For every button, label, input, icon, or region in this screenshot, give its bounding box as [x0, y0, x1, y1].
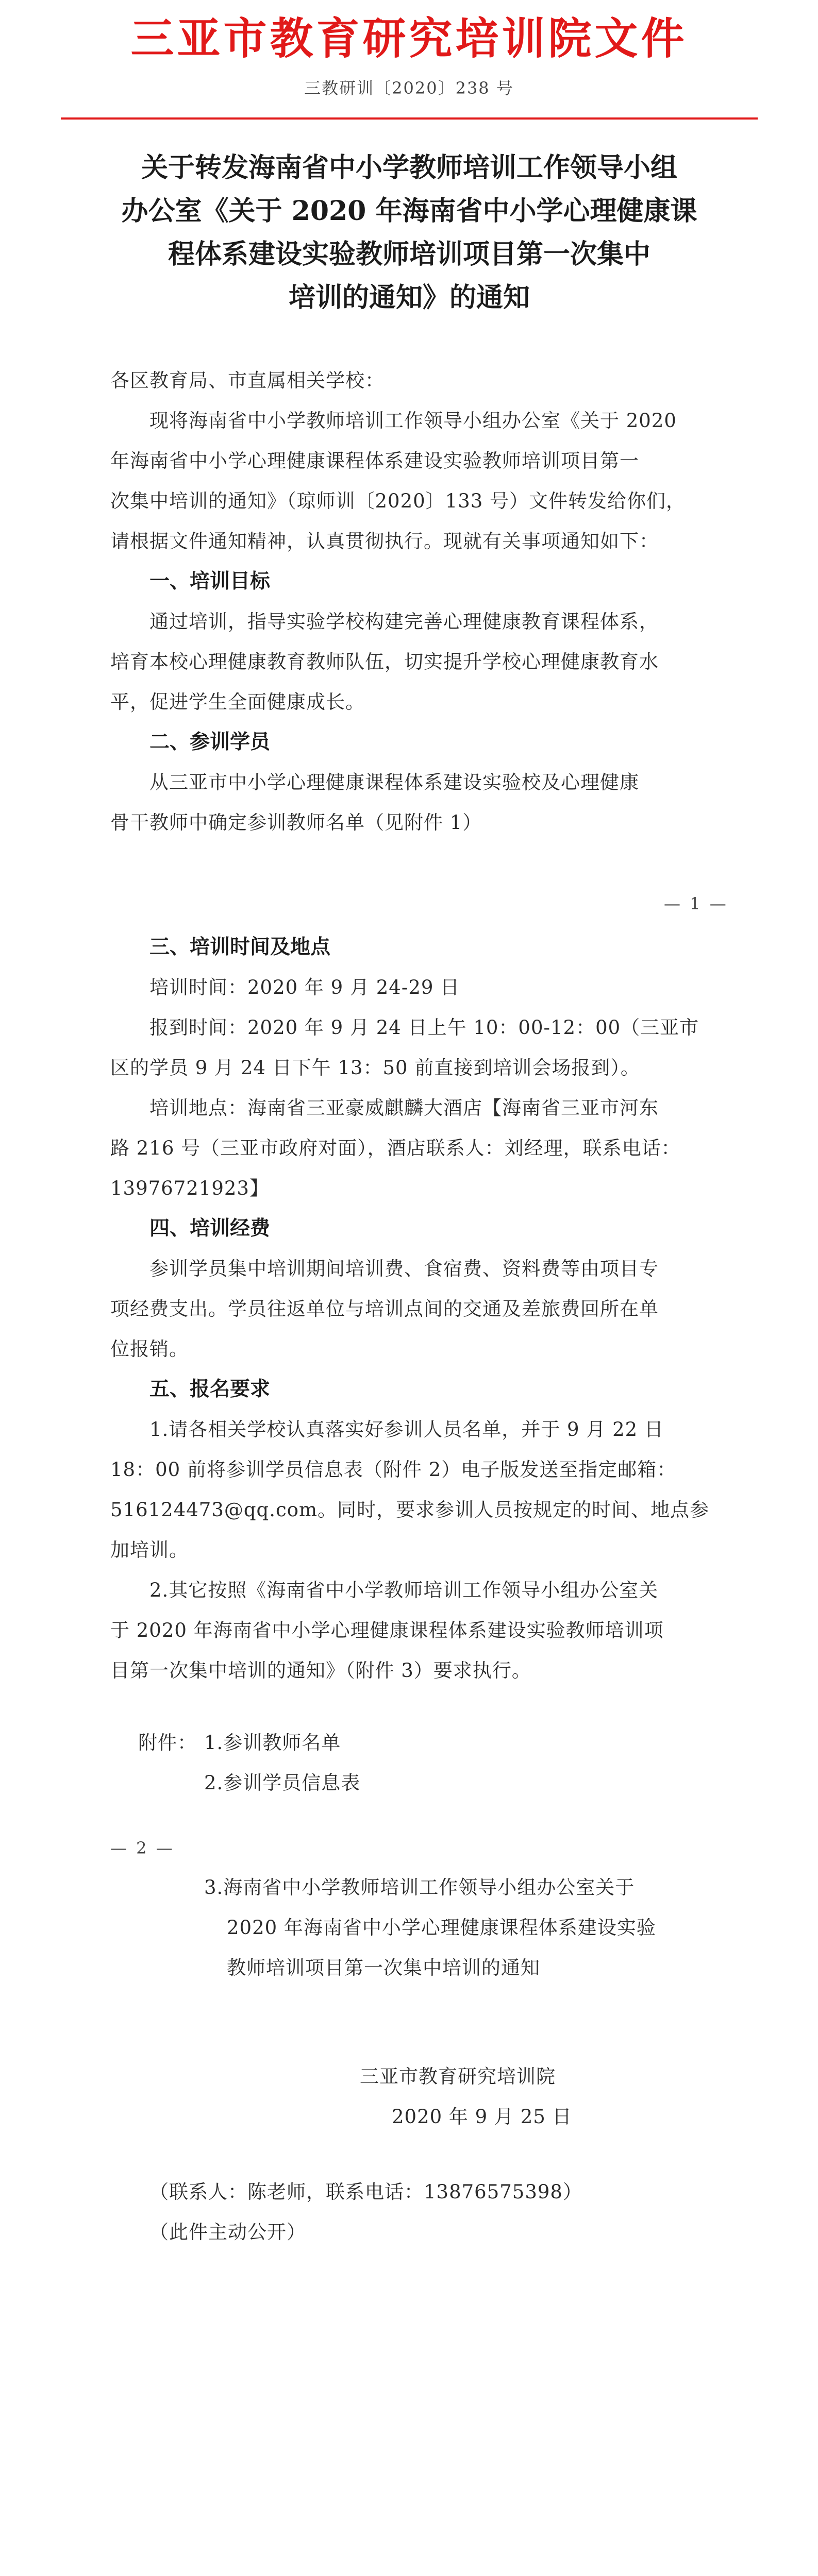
red-separator-line [61, 117, 758, 120]
intro-line: 现将海南省中小学教师培训工作领导小组办公室《关于 2020 [149, 410, 677, 432]
fees-line: 参训学员集中培训期间培训费、食宿费、资料费等由项目专 [149, 1258, 659, 1280]
registration-line: 18：00 前将参训学员信息表（附件 2）电子版发送至指定邮箱： [110, 1459, 677, 1481]
title-line: 办公室《关于 2020 年海南省中小学心理健康课 [121, 195, 697, 227]
fees-line: 项经费支出。学员往返单位与培训点间的交通及差旅费回所在单 [110, 1298, 659, 1320]
section-heading-time-place: 三、培训时间及地点 [149, 936, 331, 959]
trainees-line: 骨干教师中确定参训教师名单（见附件 1） [110, 811, 482, 834]
attachment-item: 3.海南省中小学教师培训工作领导小组办公室关于 [204, 1876, 635, 1899]
attachments-label: 附件： [138, 1732, 197, 1754]
document-header-title: 三亚市教育研究培训院文件 [130, 13, 688, 64]
intro-line: 次集中培训的通知》（琼师训〔2020〕133 号）文件转发给你们， [110, 490, 686, 512]
time-place-line: 培训时间：2020 年 9 月 24-29 日 [149, 976, 460, 998]
contact-info: （联系人：陈老师，联系电话：13876575398） [149, 2181, 582, 2203]
registration-line: 加培训。 [110, 1539, 189, 1561]
time-place-line: 培训地点：海南省三亚豪威麒麟大酒店【海南省三亚市河东 [149, 1097, 659, 1119]
registration-line: 2.其它按照《海南省中小学教师培训工作领导小组办公室关 [149, 1579, 659, 1601]
goal-line: 通过培训，指导实验学校构建完善心理健康教育课程体系， [149, 611, 659, 633]
time-place-line: 路 216 号（三亚市政府对面），酒店联系人：刘经理，联系电话： [110, 1137, 681, 1159]
registration-line: 于 2020 年海南省中小学心理健康课程体系建设实验教师培训项 [110, 1619, 664, 1641]
attachment-item-continuation: 教师培训项目第一次集中培训的通知 [227, 1957, 540, 1979]
salutation: 各区教育局、市直属相关学校： [110, 369, 385, 392]
attachment-item-continuation: 2020 年海南省中小学心理健康课程体系建设实验 [227, 1917, 656, 1939]
section-heading-trainees: 二、参训学员 [149, 731, 271, 754]
time-place-line: 13976721923】 [110, 1177, 269, 1199]
intro-line: 年海南省中小学心理健康课程体系建设实验教师培训项目第一 [110, 450, 639, 472]
fees-line: 位报销。 [110, 1338, 189, 1360]
title-line: 培训的通知》的通知 [288, 282, 530, 313]
page-number: — 1 — [664, 894, 728, 913]
registration-line: 1.请各相关学校认真落实好参训人员名单，并于 9 月 22 日 [149, 1418, 664, 1440]
document-title [110, 146, 708, 319]
registration-line: 目第一次集中培训的通知》（附件 3）要求执行。 [110, 1659, 531, 1682]
section-heading-fees: 四、培训经费 [149, 1217, 271, 1240]
disclosure-note: （此件主动公开） [149, 2221, 306, 2243]
signature-date: 2020 年 9 月 25 日 [392, 2106, 572, 2128]
title-line: 程体系建设实验教师培训项目第一次集中 [168, 239, 650, 270]
goal-line: 平，促进学生全面健康成长。 [110, 691, 365, 713]
attachment-item: 1.参训教师名单 [204, 1732, 341, 1754]
document-number: 三教研训〔2020〕238 号 [304, 78, 514, 98]
signature-org: 三亚市教育研究培训院 [360, 2065, 556, 2088]
section-heading-goal: 一、培训目标 [149, 570, 271, 593]
page-number: — 2 — [110, 1838, 175, 1858]
time-place-line: 报到时间：2020 年 9 月 24 日上午 10：00-12：00（三亚市 [149, 1016, 699, 1039]
trainees-line: 从三亚市中小学心理健康课程体系建设实验校及心理健康 [149, 771, 639, 793]
attachment-item: 2.参训学员信息表 [204, 1772, 361, 1794]
registration-line: 516124473@qq.com。同时，要求参训人员按规定的时间、地点参 [110, 1499, 710, 1521]
intro-line: 请根据文件通知精神，认真贯彻执行。现就有关事项通知如下： [110, 530, 659, 552]
title-line: 关于转发海南省中小学教师培训工作领导小组 [141, 152, 677, 183]
goal-line: 培育本校心理健康教育教师队伍，切实提升学校心理健康教育水 [110, 651, 659, 673]
time-place-line: 区的学员 9 月 24 日下午 13：50 前直接到培训会场报到）。 [110, 1057, 640, 1079]
section-heading-registration: 五、报名要求 [149, 1378, 271, 1401]
